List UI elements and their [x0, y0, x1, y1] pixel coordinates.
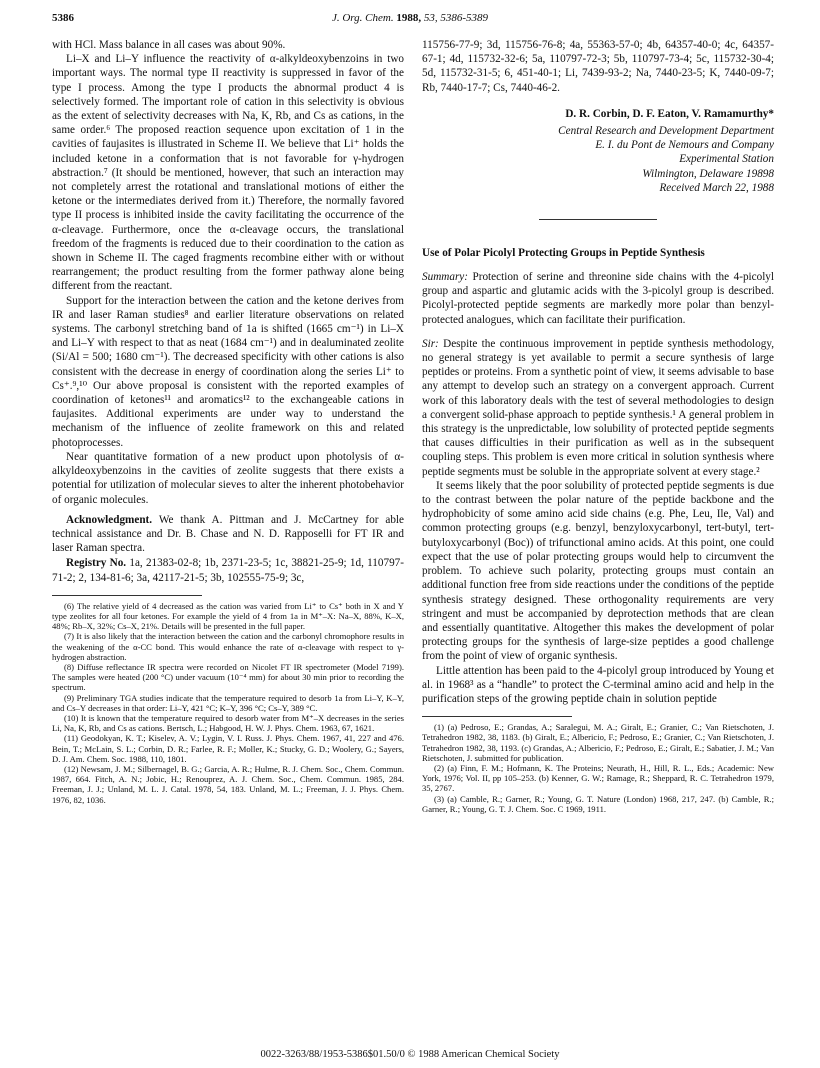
received-date: Received March 22, 1988 [659, 181, 774, 194]
journal-volume-pages: 53, 5386-5389 [423, 12, 489, 24]
journal-citation [52, 12, 768, 24]
footnote-rule [52, 595, 202, 596]
registry-numbers [52, 556, 404, 584]
author-block [422, 107, 774, 195]
sir-label: Sir: [422, 337, 439, 350]
footnote-7: (7) It is also likely that the interaction between the cation and the carbonyl chromophore results in the weakening of the α-CC bond. This would enhance the rate of α-cleavage with respect to γ-hydrogen abstraction. [52, 631, 404, 662]
footnote-3: (3) (a) Camble, R.; Garner, R.; Young, G. T. Nature (London) 1968, 217, 247. (b) Camble, R.; Garner, R.; Young, G. T. J. Chem. Soc. C 1969, 1911. [422, 793, 774, 814]
left-paragraph-4: Near quantitative formation of a new product upon photolysis of α-alkyldeoxybenzoins in the cavities of zeolite suggests that there exists a potential for utilization of molecular sieves to alter the inherent photobehavior of organic molecules. [52, 450, 404, 506]
article-title: Use of Polar Picolyl Protecting Groups in Peptide Synthesis [422, 247, 705, 260]
sir-paragraph [422, 337, 774, 479]
registry-label: Registry No. [66, 557, 127, 570]
acknowledgment-text: We thank A. Pittman and J. McCartney for able technical assistance and Dr. B. Chase and N. D. Rapposelli for FT IR and laser Raman spectra. [52, 513, 404, 555]
affiliation-line-2: E. I. du Pont de Nemours and Company [595, 139, 774, 152]
right-column [422, 38, 774, 814]
footnote-11: (11) Geodokyan, K. T.; Kiselev, A. V.; Lygin, V. I. Russ. J. Phys. Chem. 1967, 41, 227 and 476. Bein, T.; McLain, S. L.; Corbin, D. R.; Farlee, R. F.; Moller, K.; Stucky, G. D.; Woolery, G.; Sayers, D. J. Am. Chem. Soc. 1988, 110, 1801. [52, 733, 404, 764]
journal-name: J. Org. Chem. [331, 12, 394, 24]
affiliation-line-4: Wilmington, Delaware 19898 [642, 167, 774, 180]
footnote-2: (2) (a) Finn, F. M.; Hofmann, K. The Proteins; Neurath, H., Hill, R. L., Eds.; Academic: New York, 1976; Vol. II, pp 105–253. (b) Kenner, G. W.; Ramage, R.; Sheppard, R. C. Tetrahedron 1979, 35, 2767. [422, 762, 774, 794]
footnote-10: (10) It is known that the temperature required to desorb water from M⁺–X decreases in the series Li, Na, K, Rb, and Cs as cations. Bertsch, L.; Habgood, H. W. J. Phys. Chem. 1963, 67, 1621. [52, 712, 404, 734]
left-column [52, 38, 404, 805]
article-summary [422, 270, 774, 327]
affiliation-line-3: Experimental Station [679, 153, 774, 166]
article-separator [539, 219, 657, 220]
footnote-12: (12) Newsam, J. M.; Silbernagel, B. G.; Garcia, A. R.; Hulme, R. J. Chem. Soc., Chem. Commun. 1987, 664. Fitch, A. N.; Jobic, H.; Renouprez, A. J. Chem. Soc., Chem. Commun. 1985, 284. Freeman, J. J.; Unland, M. L. J. Catal. 1978, 54, 183. Unland, M. L.; Freeman, J. J. Phys. Chem. 1976, 82, 1036. [52, 763, 404, 805]
left-paragraph-1: with HCl. Mass balance in all cases was about 90%. [52, 39, 286, 51]
footnote-1: (1) (a) Pedroso, E.; Grandas, A.; Saralegui, M. A.; Giralt, E.; Granier, C.; Van Rietschoten, J. Tetrahedron 1982, 38, 1183. (b) Giralt, E.; Albericio, F.; Pedroso, E.; Granier, C.; Van Rietschoten, J. Tetrahedron 1982, 38, 1193. (c) Grandas, A.; Albericio, F.; Pedroso, E.; Giralt, E.; Sabatier, J. M.; Van Rietschoten, J. submitted for publication. [422, 722, 774, 763]
footnote-6: (6) The relative yield of 4 decreased as the cation was varied from Li⁺ to Cs⁺ both in X and Y type zeolites for all four ketones. For example the yield of 4 from 1a in M⁺–X: Na–X, 88%, K–X, 48%; Rb–X, 32%; Cs–X, 21%. Details will be presented in the full paper. [52, 600, 404, 632]
acknowledgment [52, 513, 404, 556]
right-paragraph-3: Little attention has been paid to the 4-picolyl group introduced by Young et al. in 1968³ as a “handle” to protect the C-terminal amino acid and help in the purification steps of the growing peptide chain in solution peptide [422, 664, 774, 705]
left-paragraph-3: Support for the interaction between the cation and the ketone derives from IR and laser Raman studies⁸ and earlier literature observations on related systems. The carbonyl stretching band of 1a is shifted (1665 cm⁻¹) in Li–X and Li–Y with respect to that as neat (1684 cm⁻¹) and in dealuminated zeolite (Si/Al = 500; 1680 cm⁻¹). The decreased specificity with other cations is also consistent with the decrease in energy of coordination along the series Li⁺ to Cs⁺.⁹,¹⁰ Our above proposal is consistent with the reported examples of coordination of ketones¹¹ and aromatics¹² to the exchangeable cations in faujasites. Additional experiments are under way to understand the mechanism of the influence of zeolite framework on this and related photoprocesses. [52, 294, 404, 449]
page-number: 5386 [52, 12, 74, 24]
journal-year: 1988, [396, 12, 422, 24]
left-paragraph-2: Li–X and Li–Y influence the reactivity of α-alkyldeoxybenzoins in two important ways. The normal type II reactivity is suppressed in favor of the type I process. Among the type I products the abnormal product 4 is selectively formed. The important role of cation in this selectivity is obvious as the extent of selectivity decreases with Na, K, Rb, and Cs as cations, in the same order.⁶ The proposed reaction sequence upon excitation of 1 in the cavities of faujasites is illustrated in Scheme II. We believe that Li⁺ holds the included ketone in a conformation that is not favorable for γ-hydrogen abstraction.⁷ (It should be mentioned, however, that such an interaction may not completely arrest the rotational and translational motions of either the ketone or the intermediates derived from it.) Therefore, the normally favored type II process is inhibited inside the cavity facilitating the occurrence of the α-cleavage. Furthermore, once the α-cleavage occurs, the translational freedom of the fragments is reduced due to their coordination to the cation as shown in Scheme II. The caged fragments recombine either with or without rearrangement; the product resulting from the former pathway alone being different from the reactant. [52, 53, 404, 293]
footnote-8: (8) Diffuse reflectance IR spectra were recorded on Nicolet FT IR spectrometer (Model 7199). The samples were heated (200 °C) under vacuum (10⁻⁴ mm) for about 30 min prior to recording the spectrum. [52, 661, 404, 693]
registry-text: 1a, 21383-02-8; 1b, 2371-23-5; 1c, 38821-25-9; 1d, 110797-71-2; 2, 134-81-6; 3a, 42117-21-5; 3b, 102555-75-9; 3c, [52, 557, 404, 584]
affiliation-line-1: Central Research and Development Department [558, 125, 774, 138]
footnote-rule-right [422, 716, 572, 717]
sir-text: Despite the continuous improvement in peptide synthesis methodology, no general strategy is yet available to permit a secure synthesis of large peptides or proteins. From a synthetic point of view, it seems advisable to base any attempt to develop such an strategy on a convergent approach. Current work of this laboratory deals with the test of several methodologies to design a convergent solid-phase approach to peptide synthesis.¹ A general problem in this strategy is the unpredictable, low solubility of protected peptide segments that causes difficulties in their purification as well as in the subsequent coupling steps. This problem is even more critical in solution synthesis where peptide segments must be soluble in the appropriate solvent at every stage.² [422, 337, 774, 478]
right-paragraph-2: It seems likely that the poor solubility of protected peptide segments is due to the contrast between the polar nature of the peptide backbone and the hydrophobicity of some amino acid side chains (e.g. Phe, Leu, Ile, Val) and common protecting groups (e.g. benzyl, benzyloxycarbonyl, tert-butyl, tert-butyloxycarbonyl (Boc)) of trifunctional amino acids. At this point, one could expect that the use of polar protecting groups would help to circumvent the problem. To achieve such polarity, protecting groups must contain an additional function free from side reactions under the conditions of the peptide synthesis strategy designed. These orthogonality requirements are very stringent and must be accompanied by deprotection methods that are clean and essentially quantitative. Altogether this makes the development of polar protecting groups for the synthesis of large-size peptides a good challenge from the point of view of organic synthesis. [422, 479, 774, 663]
acknowledgment-label: Acknowledgment. [66, 513, 153, 526]
page-footer: 0022-3263/88/1953-5386$01.50/0 © 1988 American Chemical Society [260, 1049, 560, 1060]
author-names: D. R. Corbin, D. F. Eaton, V. Ramamurthy* [565, 107, 774, 120]
running-header [52, 12, 768, 28]
summary-text: Protection of serine and threonine side chains with the 4-picolyl group and aspartic and glutamic acids with the 3-picolyl group is described. Picolyl-protected peptide segments are markedly more polar than benzyl-protected analogues, which can facilitate their purification. [422, 271, 775, 326]
registry-continuation: 115756-77-9; 3d, 115756-76-8; 4a, 55363-57-0; 4b, 64357-40-0; 4c, 64357-67-1; 4d, 115732-32-6; 5a, 110797-72-3; 5b, 110797-73-4; 5c, 115732-30-4; 5d, 115732-31-5; 6, 451-40-1; Li, 7439-93-2; Na, 7440-23-5; K, 7440-09-7; Rb, 7440-17-7; Cs, 7440-46-2. [422, 39, 774, 94]
summary-label: Summary: [422, 271, 468, 284]
footnote-9: (9) Preliminary TGA studies indicate that the temperature required to desorb 1a from Li–Y, K–Y, and Cs–Y decreases in that order: Li–Y, 421 °C; K–Y, 396 °C; Cs–Y, 389 °C. [52, 692, 404, 713]
